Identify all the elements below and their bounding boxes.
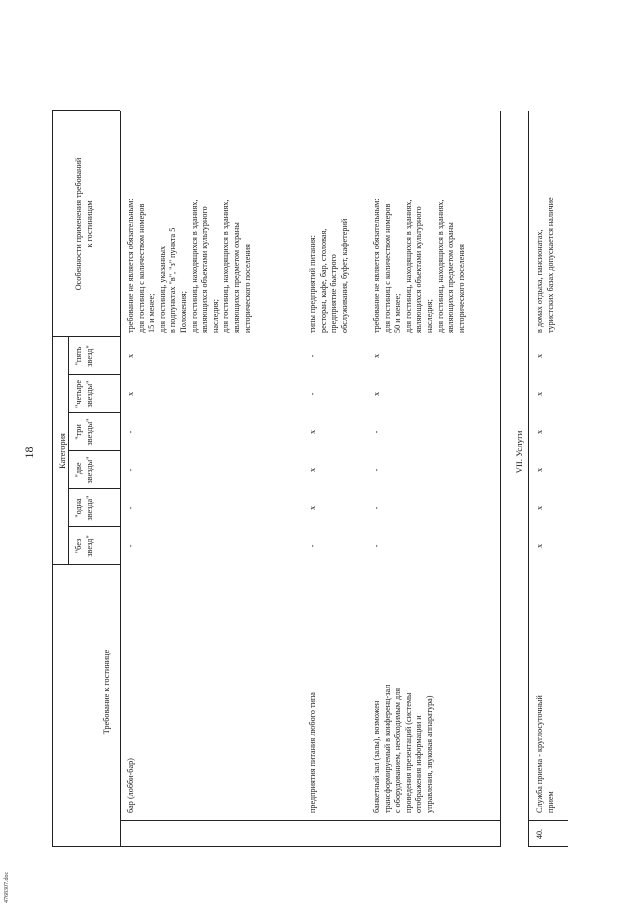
star-mark-0: - xyxy=(126,544,135,548)
row-notes-line: для гостиниц с количеством номеров xyxy=(136,203,146,333)
star-mark-2: x xyxy=(308,467,317,473)
row-notes-line: типы предприятий питания: xyxy=(308,235,317,333)
row-notes-line: в домах отдыха, пансионатах, xyxy=(535,229,544,333)
row-requirement-line: предприятия питания любого типа xyxy=(308,692,317,813)
table-rule xyxy=(68,412,120,413)
star-mark-5: x xyxy=(126,353,135,359)
row-requirement xyxy=(126,567,137,813)
header-requirement: Требование к гостинице xyxy=(102,649,111,735)
header-notes: Особенности применения требований к гостиницам xyxy=(74,157,94,291)
row-notes-line: для гостиниц с количеством номеров xyxy=(382,203,392,333)
row-notes-line: для гостиниц, находящихся в зданиях, xyxy=(403,199,413,333)
table-rule xyxy=(52,336,120,337)
row-notes-line: для гостиниц, находящихся в зданиях, xyxy=(435,199,445,333)
table-rule xyxy=(68,450,120,451)
table-rule xyxy=(528,820,568,821)
star-mark-1: x xyxy=(308,505,317,511)
star-mark-4: x xyxy=(372,391,381,397)
row-requirement-line: бар (лобби-бар) xyxy=(126,758,135,813)
star-mark-5: x xyxy=(372,353,381,359)
row-requirement-line: управления, звуковая аппаратура) xyxy=(424,695,434,813)
header-star-5: "пять звезд" xyxy=(74,345,94,367)
star-mark-4: x xyxy=(535,391,544,397)
star-mark-3: - xyxy=(372,430,381,434)
table-rule xyxy=(52,111,53,847)
row-notes-line: для гостиниц, указанных xyxy=(157,245,167,333)
star-mark-2: x xyxy=(535,467,544,473)
header-star-1: "одна звезда" xyxy=(74,495,94,521)
row-requirement-line: проведения презентаций (системы xyxy=(403,692,413,813)
header-star-0: "без звезд" xyxy=(74,535,94,557)
header-category: Категория xyxy=(58,433,67,469)
row-notes-line: для гостиниц, находящихся в зданиях, xyxy=(189,199,199,333)
row-notes-line: требование не является обязательным: xyxy=(126,198,135,333)
row-notes-line: являющихся объектами культурного xyxy=(414,206,424,333)
row-number: 40. xyxy=(535,828,544,840)
star-mark-2: - xyxy=(372,468,381,472)
table-rule xyxy=(52,564,120,565)
row-notes-line: предприятие быстрого xyxy=(329,254,339,333)
row-notes-line: 50 и менее; xyxy=(393,293,403,333)
table-rule xyxy=(68,337,69,565)
star-mark-0: - xyxy=(308,544,317,548)
star-mark-4: - xyxy=(308,392,317,396)
star-mark-0: - xyxy=(372,544,381,548)
header-star-2: "две звезды" xyxy=(74,456,94,484)
star-mark-3: x xyxy=(535,429,544,435)
star-mark-0: x xyxy=(535,543,544,549)
table-rule xyxy=(68,526,120,527)
row-requirement-line: с оборудованием, необходимым для xyxy=(393,688,403,813)
row-notes xyxy=(372,109,467,333)
row-notes-line: в подпунктах "в", "з" пункта 5 xyxy=(168,227,178,333)
row-notes-line: обслуживания, буфет, кафетерий xyxy=(339,218,349,333)
row-notes-line: для гостиниц, находящихся в зданиях, xyxy=(221,199,231,333)
star-mark-3: x xyxy=(308,429,317,435)
star-mark-5: - xyxy=(308,354,317,358)
row-requirement xyxy=(308,567,319,813)
star-mark-2: - xyxy=(126,468,135,472)
star-mark-1: - xyxy=(126,506,135,510)
row-notes-line: требование не является обязательным: xyxy=(372,198,381,333)
row-requirement-line: прием xyxy=(545,791,555,813)
table-rule xyxy=(52,846,120,847)
table-rule xyxy=(120,820,500,821)
row-requirement-line: отображения информации и xyxy=(414,715,424,813)
row-notes-line: наследия; xyxy=(424,299,434,333)
row-notes-line: являющихся предметом охраны xyxy=(231,222,241,333)
table-rule xyxy=(528,846,568,847)
table-rule xyxy=(120,111,121,847)
table-rule xyxy=(68,374,120,375)
table-rule xyxy=(528,111,529,847)
row-notes xyxy=(126,109,253,333)
row-requirement xyxy=(535,567,556,813)
row-requirement xyxy=(372,567,436,813)
row-notes xyxy=(535,109,556,333)
row-requirement-line: трансформируемый в конференц-зал xyxy=(382,684,392,813)
row-notes-line: Положения; xyxy=(178,291,188,333)
star-mark-5: x xyxy=(535,353,544,359)
row-notes-line: исторического поселения xyxy=(456,244,466,333)
table-rule xyxy=(52,110,120,111)
row-requirement-line: Служба приема - круглосуточный xyxy=(535,695,544,813)
row-notes-line: туристских базах допускается наличие xyxy=(545,197,555,333)
row-notes-line: исторического поселения xyxy=(242,244,252,333)
document-id: 4768307.doc xyxy=(4,871,10,903)
row-notes-line: наследия; xyxy=(210,299,220,333)
table-rule xyxy=(68,488,120,489)
star-mark-3: - xyxy=(126,430,135,434)
header-star-3: "три звезды" xyxy=(74,418,94,446)
row-notes xyxy=(308,109,350,333)
header-star-4: "четыре звезды" xyxy=(74,380,94,408)
page-number: 18 xyxy=(22,446,36,459)
row-notes-line: 15 и менее; xyxy=(147,293,157,333)
section-title: VII. Услуги xyxy=(514,430,524,474)
row-requirement-line: банкетный зал (залы), возможен xyxy=(372,700,381,813)
star-mark-1: - xyxy=(372,506,381,510)
row-notes-line: ресторан, кафе, бар, столовая, xyxy=(318,228,328,333)
table-rule xyxy=(120,846,500,847)
table-rule xyxy=(500,111,501,847)
row-notes-line: являющихся объектами культурного xyxy=(200,206,210,333)
star-mark-4: x xyxy=(126,391,135,397)
row-notes-line: являющихся предметом охраны xyxy=(446,222,456,333)
star-mark-1: x xyxy=(535,505,544,511)
